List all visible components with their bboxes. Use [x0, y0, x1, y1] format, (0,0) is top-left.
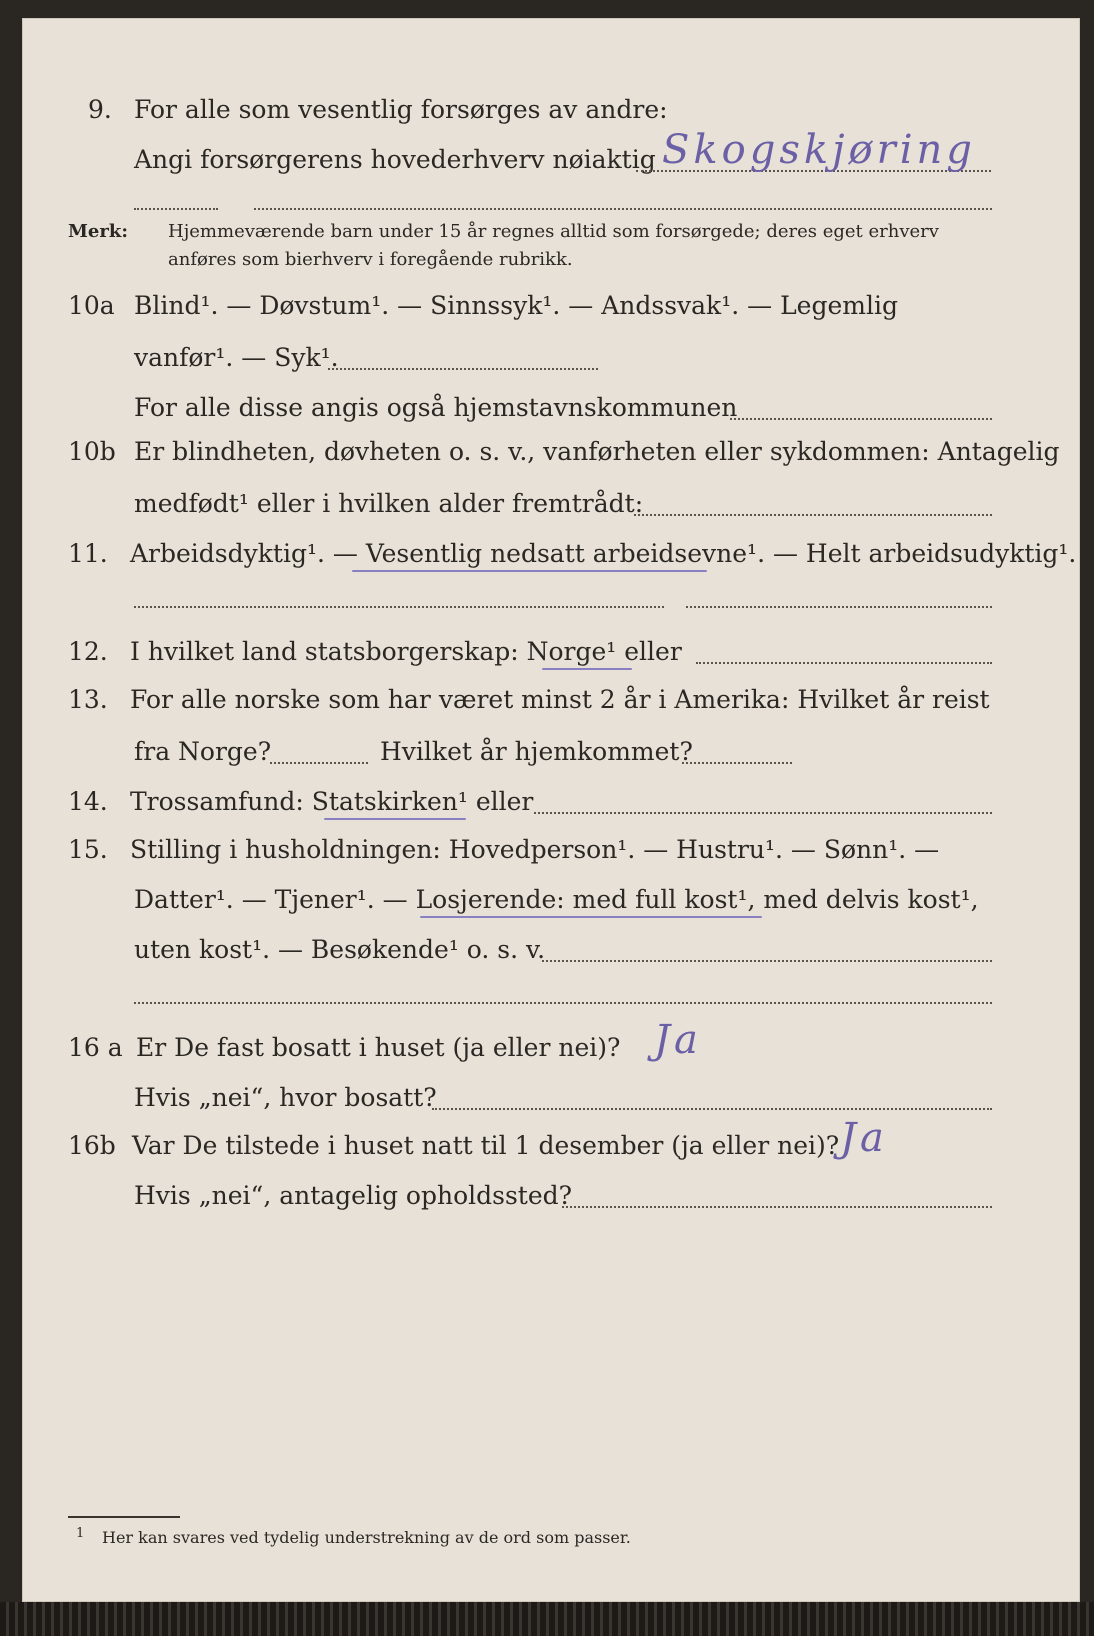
q10a-answer-line	[328, 368, 598, 370]
footnote	[76, 1526, 631, 1547]
q10a-row-2	[22, 338, 1036, 378]
q10b-answer-line	[634, 514, 992, 516]
q15-row-3	[22, 930, 1036, 970]
q15-number: 15.	[68, 835, 108, 864]
q9-text-2: Angi forsørgerens hovederhverv nøiaktig	[134, 145, 656, 174]
merk-text-2: anføres som bierhverv i foregående rubrikk.	[168, 249, 573, 270]
q9-handwritten-answer: Skogskjøring	[662, 127, 976, 173]
q13-year-return-line	[682, 762, 792, 764]
q16a-number: 16 a	[68, 1033, 123, 1062]
q15-answer-line	[542, 960, 992, 962]
q14-handwritten-underline	[324, 818, 466, 820]
q13-text-2a: fra Norge?	[134, 737, 272, 766]
q13-year-left-line	[270, 762, 368, 764]
q11-text-1: Arbeidsdyktig¹. — Vesentlig nedsatt arbeidsevne¹. — Helt arbeidsudyktig¹.	[130, 539, 1077, 568]
q10a-row-1	[22, 286, 1036, 326]
q16a-row-1	[22, 1017, 1036, 1068]
separator-dotted	[686, 606, 992, 608]
q16a-text-2: Hvis „nei“, hvor bosatt?	[134, 1083, 437, 1112]
q16a-row-2	[22, 1078, 1036, 1118]
q10b-text-1: Er blindheten, døvheten o. s. v., vanførheten eller sykdommen: Antagelig	[134, 437, 1060, 466]
q15-text-1: Stilling i husholdningen: Hovedperson¹. — Hustru¹. — Sønn¹. —	[130, 835, 940, 864]
q16b-number: 16b	[68, 1131, 116, 1160]
q10a-home-line	[730, 418, 992, 420]
q12-row-1	[22, 632, 1036, 672]
q16b-handwritten-answer: Ja	[840, 1115, 888, 1161]
q13-text-1: For alle norske som har været minst 2 år i Amerika: Hvilket år reist	[130, 685, 990, 714]
q12-number: 12.	[68, 637, 108, 666]
q16b-text-2: Hvis „nei“, antagelig opholdssted?	[134, 1181, 573, 1210]
q16b-row-2	[22, 1176, 1036, 1216]
q10a-row-3	[22, 388, 1036, 428]
footnote-text: Her kan svares ved tydelig understrekning av de ord som passer.	[102, 1528, 631, 1547]
q15-text-2: Datter¹. — Tjener¹. — Losjerende: med full kost¹, med delvis kost¹,	[134, 885, 979, 914]
q11-handwritten-underline	[352, 570, 707, 572]
q15-row-2	[22, 880, 1036, 920]
q10a-text-2: vanfør¹. — Syk¹.	[134, 343, 339, 372]
census-form-page	[22, 18, 1080, 1602]
separator-dotted	[134, 208, 218, 210]
q9-row-2	[22, 127, 1036, 180]
q14-answer-line	[534, 812, 992, 814]
q12-answer-line	[696, 662, 992, 664]
q16a-answer-line	[432, 1108, 992, 1110]
q13-text-2b: Hvilket år hjemkommet?	[380, 737, 693, 766]
q10b-row-2	[22, 484, 1036, 524]
q15-handwritten-underline	[420, 916, 762, 918]
q16b-row-1	[22, 1115, 1036, 1166]
q13-number: 13.	[68, 685, 108, 714]
q14-text-1: Trossamfund: Statskirken¹ eller	[130, 787, 534, 816]
q16a-text-1: Er De fast bosatt i huset (ja eller nei)?	[136, 1033, 621, 1062]
q12-handwritten-underline	[542, 668, 632, 670]
q13-row-1	[22, 680, 1036, 720]
separator-dotted	[254, 208, 992, 210]
q9-row-1	[22, 90, 1036, 130]
q13-row-2	[22, 732, 1036, 772]
separator-dotted	[134, 1002, 992, 1004]
q11-number: 11.	[68, 539, 108, 568]
merk-label: Merk:	[68, 221, 128, 242]
q10a-text-3: For alle disse angis også hjemstavnskommunen	[134, 393, 738, 422]
q10a-number: 10a	[68, 291, 115, 320]
q11-row-1	[22, 534, 1077, 574]
q9-number: 9.	[88, 95, 112, 124]
q10a-text-1: Blind¹. — Døvstum¹. — Sinnssyk¹. — Andssvak¹. — Legemlig	[134, 291, 898, 320]
q10b-text-2: medfødt¹ eller i hvilken alder fremtrådt:	[134, 489, 644, 518]
separator-dotted	[134, 606, 664, 608]
q15-text-3: uten kost¹. — Besøkende¹ o. s. v.	[134, 935, 546, 964]
q16b-answer-line	[562, 1206, 992, 1208]
q16b-text-1: Var De tilstede i huset natt til 1 desember (ja eller nei)?	[132, 1131, 840, 1160]
q9-text-1: For alle som vesentlig forsørges av andre:	[134, 95, 668, 124]
q10b-row-1	[22, 432, 1060, 472]
q14-number: 14.	[68, 787, 108, 816]
merk-text-1: Hjemmeværende barn under 15 år regnes alltid som forsørgede; deres eget erhverv	[168, 221, 939, 242]
q16a-handwritten-answer: Ja	[654, 1017, 702, 1063]
q14-row-1	[22, 782, 1036, 822]
scan-edge	[0, 1602, 1094, 1636]
q10b-number: 10b	[68, 437, 116, 466]
footnote-rule	[68, 1516, 180, 1518]
footnote-mark: 1	[76, 1526, 85, 1541]
q15-row-1	[22, 830, 1036, 870]
q12-text-1: I hvilket land statsborgerskap: Norge¹ eller	[130, 637, 682, 666]
